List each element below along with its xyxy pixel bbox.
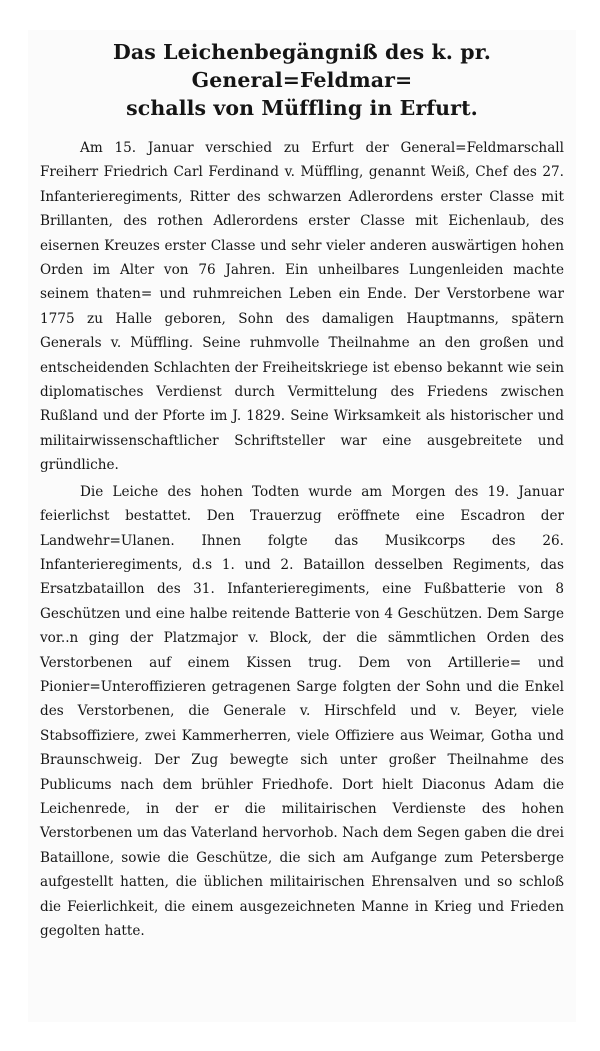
newspaper-clipping (28, 30, 576, 1022)
article-paragraph-1: Am 15. Januar verschied zu Erfurt der General=Feldmarschall Freiherr Friedrich Carl Ferdinand v. Müffling, genannt Weiß, Chef des 27. Infanterieregiments, Ritter des schwarzen Adlerordens erster Classe mit Brillanten, des rothen Adlerordens erster Classe mit Eichenlaub, des eisernen Kreuzes erster Classe und sehr vieler anderen auswärtigen hohen Orden im Alter von 76 Jahren. Ein unheilbares Lungenleiden machte seinem thaten= und ruhmreichen Leben ein Ende. Der Verstorbene war 1775 zu Halle geboren, Sohn des damaligen Hauptmanns, spätern Generals v. Müffling. Seine ruhmvolle Theilnahme an den großen und entscheidenden Schlachten der Freiheitskriege ist ebenso bekannt wie sein diplomatisches Verdienst durch Vermittelung des Friedens zwischen Rußland und der Pforte im J. 1829. Seine Wirksamkeit als historischer und militairwissenschaftlicher Schriftsteller war eine ausgebreitete und gründliche. (40, 140, 564, 474)
article-title-line-2: schalls von Müffling in Erfurt. (126, 96, 478, 120)
article-title (40, 38, 564, 122)
article-title-line-1: Das Leichenbegängniß des k. pr. General=Feldmar= (113, 40, 491, 92)
article-paragraph-2: Die Leiche des hohen Todten wurde am Morgen des 19. Januar feierlichst bestattet. Den Trauerzug eröffnete eine Escadron der Landwehr=Ulanen. Ihnen folgte das Musikcorps des 26. Infanterieregiments, d.s 1. und 2. Bataillon desselben Regiments, das Ersatzbataillon des 31. Infanterieregiments, eine Fußbatterie von 8 Geschützen und eine halbe reitende Batterie von 4 Geschützen. Dem Sarge vor..n ging der Platzmajor v. Block, der die sämmtlichen Orden des Verstorbenen auf einem Kissen trug. Dem von Artillerie= und Pionier=Unteroffizieren getragenen Sarge folgten der Sohn und die Enkel des Verstorbenen, die Generale v. Hirschfeld und v. Beyer, viele Stabsoffiziere, zwei Kammerherren, viele Offiziere aus Weimar, Gotha und Braunschweig. Der Zug bewegte sich unter großer Theilnahme des Publicums nach dem brühler Friedhofe. Dort hielt Diaconus Adam die Leichenrede, in der er die militairischen Verdienste des hohen Verstorbenen um das Vaterland hervorhob. Nach dem Segen gaben die drei Bataillone, sowie die Geschütze, die sich am Aufgange zum Petersberge aufgestellt hatten, die üblichen militairischen Ehrensalven und so schloß die Feierlichkeit, die einem ausgezeichneten Manne in Krieg und Frieden gegolten hatte. (40, 483, 564, 939)
